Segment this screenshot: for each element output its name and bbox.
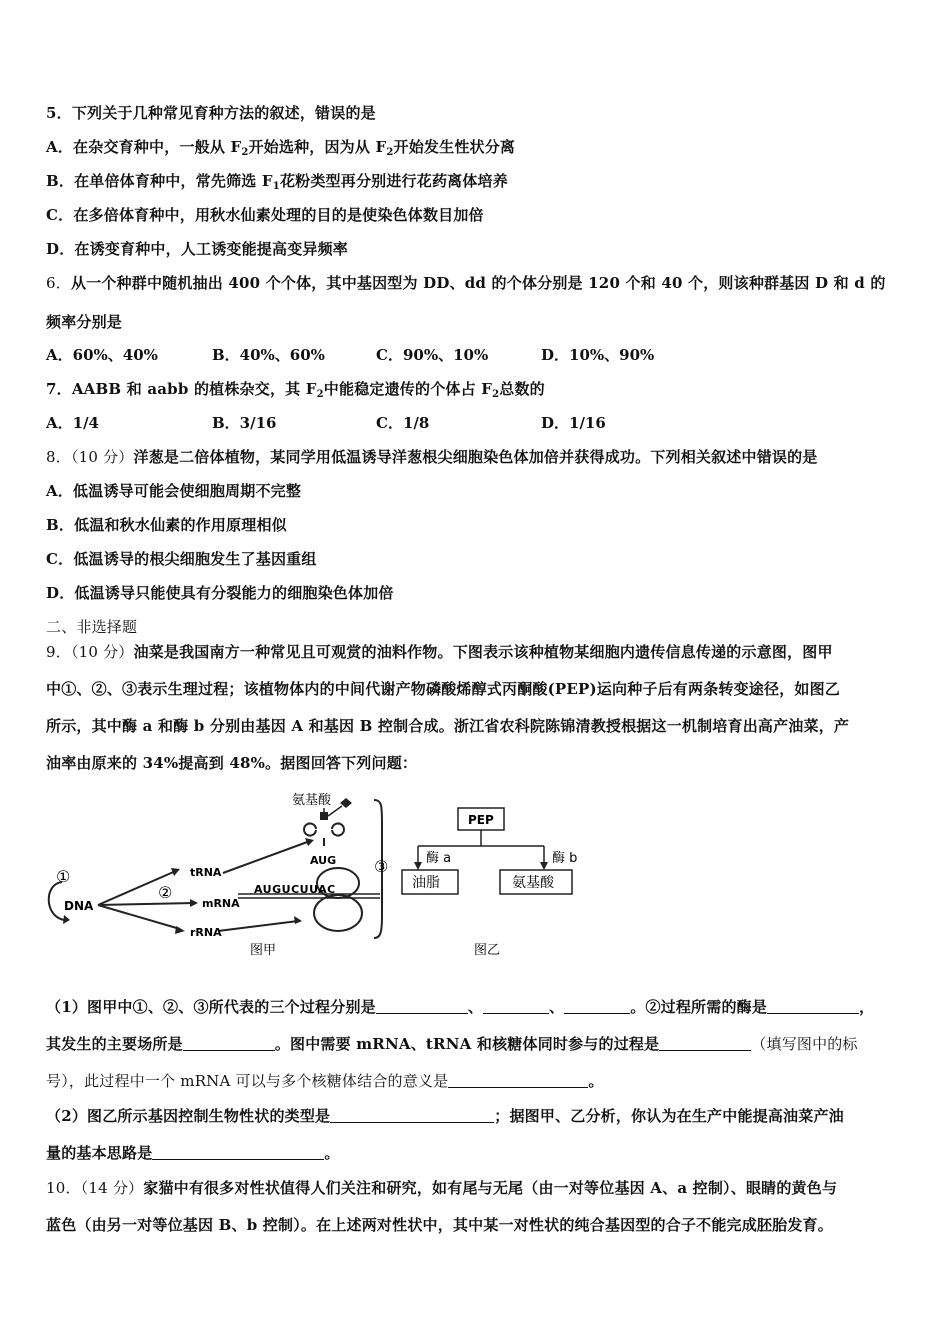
q8-option-a: A．低温诱导可能会使细胞周期不完整 [46, 482, 302, 500]
amino-acid-label: 氨基酸 [292, 793, 332, 808]
q8-option-d: D．低温诱导只能使具有分裂能力的细胞染色体加倍 [46, 584, 394, 602]
q9-figure [40, 786, 600, 962]
q5-option-c: C．在多倍体育种中，用秋水仙素处理的目的是使染色体数目加倍 [46, 206, 484, 224]
figure-a-caption: 图甲 [250, 943, 277, 958]
q8-stem: 8．（10 分）洋葱是二倍体植物，某同学用低温诱导洋葱根尖细胞染色体加倍并获得成功。下列相关叙述中错误的是 [46, 448, 818, 466]
blank-1[interactable] [376, 999, 468, 1014]
q7-option-d: D．1/16 [541, 414, 606, 432]
replication-arrowhead [63, 915, 70, 924]
section-heading: 二、非选择题 [46, 618, 138, 636]
blank-2[interactable] [483, 999, 549, 1014]
q5-option-d: D．在诱变育种中，人工诱变能提高变异频率 [46, 240, 349, 258]
enzyme-a-label: 酶 a [426, 851, 452, 866]
q8-option-b: B．低温和秋水仙素的作用原理相似 [46, 516, 287, 534]
rrna-label: rRNA [190, 926, 222, 939]
q5-option-a: A．在杂交育种中，一般从 $F_2$开始选种，因为从 $F_2$开始发生性状分离 [46, 138, 516, 158]
q10-stem-2: 蓝色（由另一对等位基因 B、b 控制）。在上述两对性状中，其中某一对性状的纯合基因型的合子不能完成胚胎发育。 [46, 1216, 833, 1234]
process-2-label: ② [158, 883, 173, 902]
amino-acid-box-label: 氨基酸 [512, 875, 554, 891]
trna-label: tRNA [190, 866, 222, 879]
q6-stem: 6．从一个种群中随机抽出 400 个个体，其中基因型为 DD、dd 的个体分别是 120 个和 40 个，则该种群基因 D 和 d 的 [46, 274, 886, 292]
q7-option-a: A．1/4 [46, 414, 99, 432]
blank-4[interactable] [767, 999, 859, 1014]
arrow-rrna-to-ribosome [218, 921, 298, 931]
blank-9[interactable] [152, 1145, 324, 1160]
blank-3[interactable] [564, 999, 630, 1014]
dna-label: DNA [64, 899, 94, 913]
q9-stem-1: 9．（10 分）油菜是我国南方一种常见且可观赏的油料作物。下图表示该种植物某细胞内遗传信息传递的示意图，图甲 [46, 643, 833, 661]
q7-option-b: B．3/16 [212, 414, 277, 432]
process-3-label: ③ [374, 857, 389, 876]
q10-stem-1: 10．（14 分）家猫中有很多对性状值得人们关注和研究，如有尾与无尾（由一对等位基因 A、a 控制）、眼睛的黄色与 [46, 1179, 838, 1197]
q9-part2-line1: （2）图乙所示基因控制生物性状的类型是 ；据图甲、乙分析，你认为在生产中能提高油菜产油 [46, 1107, 844, 1125]
pep-label: PEP [468, 813, 494, 827]
figure-b-caption: 图乙 [474, 943, 501, 958]
ribosome-large-subunit [314, 895, 362, 931]
q9-part1-line1: （1）图甲中①、②、③所代表的三个过程分别是 、 、 。②过程所需的酶是 ， [46, 998, 875, 1016]
q9-part2-line2: 量的基本思路是 。 [46, 1144, 340, 1162]
arrow-to-mrna [98, 903, 194, 905]
q6-option-d: D．10%、90% [541, 346, 655, 364]
blank-5[interactable] [183, 1036, 275, 1051]
arrow-enzyme-a [414, 862, 422, 870]
q9-stem-2: 中①、②、③表示生理过程；该植物体内的中间代谢产物磷酸烯醇式丙酮酸(PEP)运向种子后有两条转变途径，如图乙 [46, 680, 840, 698]
arrow-enzyme-b [540, 862, 548, 870]
q5-stem: 5．下列关于几种常见育种方法的叙述，错误的是 [46, 104, 376, 122]
amino-acid-mark [320, 812, 328, 820]
q6-option-a: A．60%、40% [46, 346, 158, 364]
oil-label: 油脂 [412, 875, 440, 891]
blank-8[interactable] [330, 1108, 494, 1123]
arrow-trna-to-structure [223, 841, 310, 873]
q7-option-c: C．1/8 [376, 414, 430, 432]
arrow-to-rrna [98, 905, 180, 929]
replication-arrow [49, 882, 64, 920]
enzyme-b-label: 酶 b [552, 851, 578, 866]
q9-part1-line2: 其发生的主要场所是 。图中需要 mRNA、tRNA 和核糖体同时参与的过程是 （填写图中的标 [46, 1035, 858, 1053]
mrna-label: mRNA [202, 897, 240, 910]
q5-option-b: B．在单倍体育种中，常先筛选 $F_1$花粉类型再分别进行花药离体培养 [46, 172, 508, 192]
aug-label: AUG [310, 854, 337, 867]
codon-sequence: AUGUCUUAC [254, 883, 336, 896]
q8-option-c: C．低温诱导的根尖细胞发生了基因重组 [46, 550, 317, 568]
q9-stem-3: 所示，其中酶 a 和酶 b 分别由基因 A 和基因 B 控制合成。浙江省农科院陈锦清教授根据这一机制培育出高产油菜，产 [46, 717, 850, 735]
q6-stem-cont: 频率分别是 [46, 313, 123, 331]
q9-part1-line3: 号），此过程中一个 mRNA 可以与多个核糖体结合的意义是 。 [46, 1072, 604, 1090]
q6-option-b: B．40%、60% [212, 346, 325, 364]
q7-stem: 7．AABB 和 aabb 的植株杂交，其 $F_2$中能稳定遗传的个体占 $F_2$总数的 [46, 380, 545, 400]
blank-7[interactable] [448, 1073, 588, 1088]
process-1-label: ① [56, 867, 71, 886]
blank-6[interactable] [659, 1036, 751, 1051]
q6-option-c: C．90%、10% [376, 346, 489, 364]
q9-stem-4: 油率由原来的 34%提高到 48%。据图回答下列问题： [46, 754, 418, 772]
